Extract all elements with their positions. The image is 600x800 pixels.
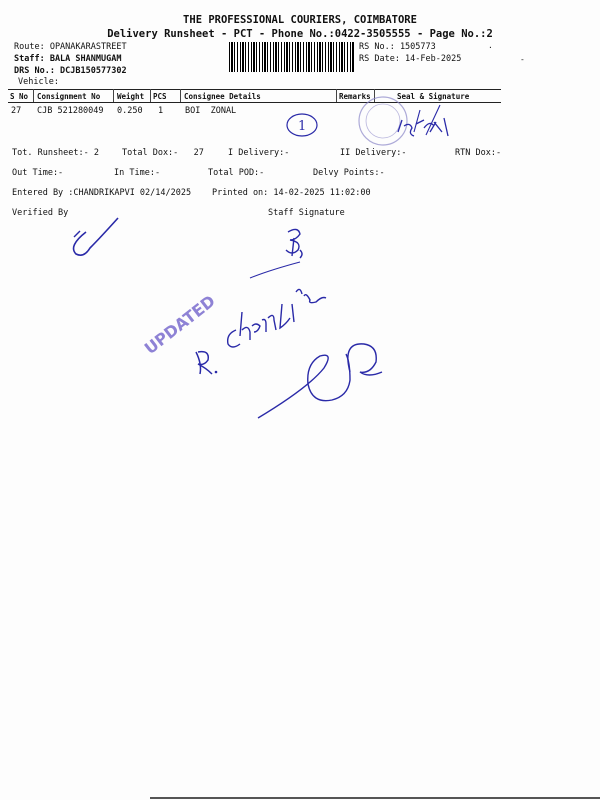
staff-label: Staff: BALA SHANMUGAM	[14, 54, 122, 64]
cell-weight: 0.250	[117, 106, 143, 116]
cell-sno: 27	[11, 106, 22, 116]
cell-consignment: CJB 521280049	[37, 106, 104, 116]
in-time: In Time:-	[114, 168, 161, 178]
corner-dash: -	[520, 55, 525, 64]
staff-signature-label: Staff Signature	[268, 208, 345, 218]
corner-mark: ·	[488, 43, 493, 52]
vehicle-label: Vehicle:	[18, 77, 59, 87]
rs-number: RS No.: 1505773	[359, 42, 436, 52]
runsheet-subtitle: Delivery Runsheet - PCT - Phone No.:0422-3505555 - Page No.:2	[107, 28, 493, 40]
company-title: THE PROFESSIONAL COURIERS, COIMBATORE	[183, 14, 417, 26]
circled-number-mark	[287, 114, 317, 136]
scribble-mark	[258, 344, 382, 418]
header-weight: Weight	[117, 92, 145, 101]
header-consignee: Consignee Details	[184, 92, 261, 101]
header-consignment: Consignment No	[37, 92, 101, 101]
route-label: Route: OPANAKARASTREET	[14, 42, 127, 52]
circled-number: 1	[298, 119, 307, 134]
entered-by: Entered By :CHANDRIKAPVI 02/14/2025	[12, 188, 192, 198]
total-runsheet: Tot. Runsheet:- 2	[12, 148, 99, 158]
page-bottom-edge	[150, 797, 600, 799]
delivery-points: Delvy Points:-	[313, 168, 385, 178]
cell-pcs: 1	[158, 106, 164, 116]
verified-tick-mark	[74, 218, 118, 255]
out-time: Out Time:-	[12, 168, 64, 178]
handwritten-date-mark	[398, 105, 448, 136]
updated-stamp-text: UPDATED	[140, 291, 219, 359]
updated-stamp	[141, 291, 219, 358]
second-delivery: II Delivery:-	[340, 148, 407, 158]
cell-consignee: BOI ZONAL	[185, 106, 237, 116]
staff-signature-mark	[250, 229, 302, 278]
rtn-dox: RTN Dox:-	[455, 148, 502, 158]
header-pcs: PCS	[153, 92, 167, 101]
header-sno: S No	[10, 92, 29, 101]
rs-date: RS Date: 14-Feb-2025	[359, 54, 462, 64]
seal-stamp	[359, 97, 407, 145]
printed-on: Printed on: 14-02-2025 11:02:00	[212, 188, 371, 198]
drs-label: DRS No.: DCJB150577302	[14, 66, 127, 76]
total-pod: Total POD:-	[208, 168, 265, 178]
first-delivery: I Delivery:-	[228, 148, 290, 158]
header-seal: Seal & Signature	[397, 92, 470, 101]
total-dox: Total Dox:- 27	[122, 148, 204, 158]
header-remarks: Remarks	[339, 92, 371, 101]
verified-by: Verified By	[12, 208, 69, 218]
